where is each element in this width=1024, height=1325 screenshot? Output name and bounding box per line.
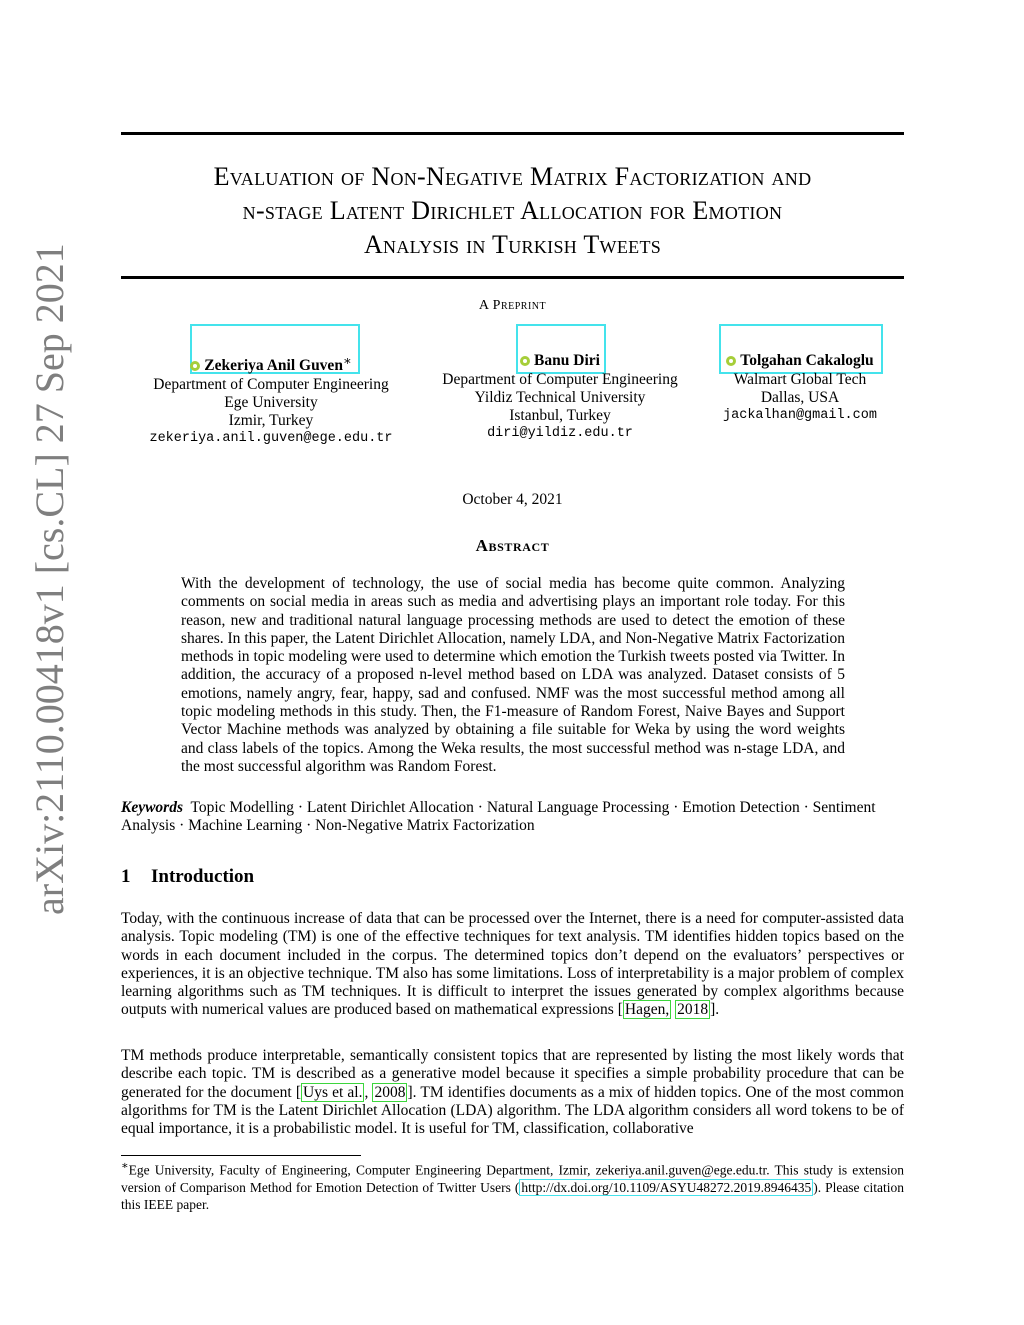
intro-paragraph-2 (121, 1047, 904, 1138)
intro-paragraph-1 (121, 910, 904, 1020)
orcid-icon[interactable] (520, 356, 530, 366)
author-3-dept: Walmart Global Tech (733, 371, 867, 388)
footnote-mark: ∗ (121, 1160, 129, 1172)
title-bottom-rule (121, 276, 904, 279)
author-2-dept: Department of Computer Engineering (442, 371, 678, 388)
preprint-label: A Preprint (478, 298, 547, 313)
paper-title (121, 160, 904, 262)
intro-p2-comma: , (364, 1083, 373, 1101)
citation-link[interactable]: 2018 (677, 1001, 709, 1019)
author-3-name: Tolgahan Cakaloglu (740, 352, 874, 369)
author-2-email: diri@yildiz.edu.tr (487, 426, 633, 441)
section-heading (121, 866, 254, 888)
intro-p2-text: TM methods produce interpretable, semantically consistent topics that are represented by listing the most likely words that describe each topic. TM is described as a generative model because it specifies a simple probability procedure that can be generated for the document [ (121, 1047, 904, 1101)
author-2-loc: Istanbul, Turkey (509, 407, 611, 424)
orcid-icon[interactable] (190, 361, 200, 371)
author-3 (700, 352, 900, 425)
title-line-2: n-stage Latent Dirichlet Allocation for Emotion (242, 196, 783, 225)
title-line-3: Analysis in Turkish Tweets (363, 230, 662, 259)
author-1-name: Zekeriya Anil Guven (204, 357, 343, 375)
date: October 4, 2021 (462, 491, 563, 508)
author-1-org: Ege University (224, 394, 318, 412)
author-1 (121, 352, 421, 448)
intro-p2-end: ]. TM identifies documents as a mix of hidden topics. One of the most common algorithms for TM is the Latent Dirichlet Allocation (LDA) algorithm. The LDA algorithm considers all word tokens to be of equal importance, it is a probabilistic model. It is useful for TM, classification, collaborative (121, 1083, 904, 1138)
citation-link[interactable]: 2008 (374, 1083, 406, 1101)
footnote-text-end: ). Please citation this IEEE paper. (121, 1179, 904, 1212)
keywords (121, 799, 904, 836)
section-number: 1 (121, 866, 131, 887)
author-3-email: jackalhan@gmail.com (723, 408, 877, 423)
keywords-text: Topic Modelling · Latent Dirichlet Allocation · Natural Language Processing · Emotion Detection · Sentiment Analysis · Machine Learning · Non-Negative Matrix Factorization (121, 799, 876, 835)
citation-link[interactable]: Uys et al. (303, 1083, 363, 1101)
author-1-loc: Izmir, Turkey (228, 412, 314, 430)
intro-p1-end: ]. (710, 1001, 720, 1019)
orcid-icon[interactable] (726, 356, 736, 366)
title-line-1: Evaluation of Non-Negative Matrix Factorization and (213, 162, 812, 191)
keywords-label: Keywords (121, 799, 183, 816)
author-2-name: Banu Diri (534, 352, 600, 369)
author-1-email: zekeriya.anil.guven@ege.edu.tr (149, 431, 393, 447)
abstract-body: With the development of technology, the use of social media has become quite common. Analyzing comments on social media in areas such as media and advertising plays an important role today. For this reason, new and traditional natural language processing methods are used to detect the emotion of these shares. In this paper, the Latent Dirichlet Allocation, namely LDA, and Non-Negative Matrix Factorization methods in topic modeling were used to determine which emotion the Turkish tweets posted via Twitter. In addition, the accuracy of a proposed n-level method based on LDA was analyzed. Dataset consists of 5 emotions, namely angry, fear, happy, sad and confused. NMF was the most successful method among all topic modeling methods in this study. Then, the F1-measure of Random Forest, Naive Bayes and Support Vector Machine methods was analyzed by obtaining a file suitable for Weka by using the word weights and class labels of the topics. Among the Weka results, the most successful method was n-stage LDA, and the most successful algorithm was Random Forest. (181, 575, 845, 775)
section-title: Introduction (151, 866, 255, 887)
author-1-mark: ∗ (342, 353, 352, 368)
top-rule (121, 132, 904, 135)
footnote-rule (121, 1155, 361, 1156)
footnote (121, 1158, 904, 1213)
footnote-text: Ege University, Faculty of Engineering, Computer Engineering Department, Izmir, zekeriya.anil.guven@ege.edu.tr. This study is extension version of Comparison Method for Emotion Detection of Twitter Users ( (121, 1162, 904, 1195)
citation-link[interactable]: Hagen, (624, 1001, 670, 1019)
author-2-org: Yildiz Technical University (474, 389, 646, 406)
intro-p1-text: Today, with the continuous increase of data that can be processed over the Internet, there is a need for computer-assisted data analysis. Topic modeling (TM) is one of the effective techniques for text analysis. TM identifies hidden topics based on the words in each document included in the corpus. The determined topics don’t depend on the evaluators’ perspectives or experiences, it is an objective technique. TM also has some limitations. Loss of interpretability is a major problem of complex learning algorithms such as TM techniques. It is difficult to interpret the issues generated by complex algorithms because outputs with numerical values are produced based on mathematical expressions [ (121, 910, 904, 1019)
abstract-heading: Abstract (475, 536, 550, 555)
author-1-dept: Department of Computer Engineering (153, 376, 389, 394)
author-2 (410, 352, 710, 443)
author-3-org: Dallas, USA (760, 389, 840, 406)
doi-link[interactable]: http://dx.doi.org/10.1109/ASYU48272.2019.8946435 (521, 1179, 812, 1195)
arxiv-stamp: arXiv:2110.00418v1 [cs.CL] 27 Sep 2021 (27, 243, 72, 915)
